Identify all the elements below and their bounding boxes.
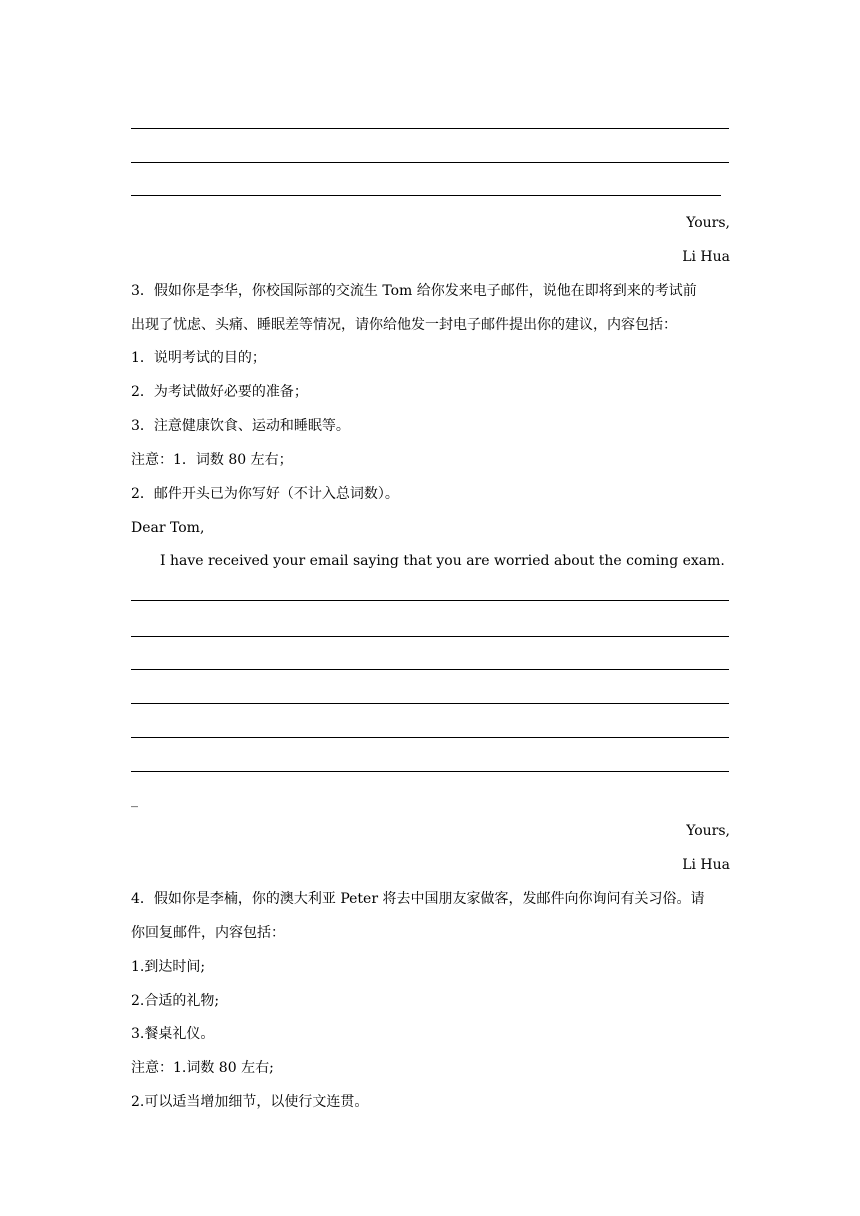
question-4-note-1: 注意：1.词数 80 左右; xyxy=(131,1060,274,1076)
closing-text: Yours, xyxy=(686,823,730,839)
answer-line xyxy=(131,195,721,196)
question-3-point-3: 3．注意健康饮食、运动和睡眠等。 xyxy=(131,418,350,434)
salutation: Dear Tom, xyxy=(131,520,205,536)
answer-line xyxy=(131,669,729,670)
question-3-point-1: 1．说明考试的目的； xyxy=(131,350,266,366)
signature-text: Li Hua xyxy=(682,249,730,265)
trailing-mark: _ xyxy=(131,792,138,808)
question-4-intro-line-2: 你回复邮件，内容包括： xyxy=(131,925,285,941)
question-3-intro-line-2: 出现了忧虑、头痛、睡眠差等情况，请你给他发一封电子邮件提出你的建议，内容包括： xyxy=(131,317,677,333)
question-4-point-1: 1.到达时间; xyxy=(131,959,206,975)
answer-line xyxy=(131,162,729,163)
question-3-note-1: 注意：1．词数 80 左右； xyxy=(131,452,293,468)
question-3-note-2: 2．邮件开头已为你写好（不计入总词数）。 xyxy=(131,486,399,502)
signature-text: Li Hua xyxy=(682,857,730,873)
question-3-intro-line-1: 3．假如你是李华，你校国际部的交流生 Tom 给你发来电子邮件，说他在即将到来的考试前 xyxy=(131,283,697,299)
question-4-intro-line-1: 4．假如你是李楠，你的澳大利亚 Peter 将去中国朋友家做客，发邮件向你询问有关习俗。请 xyxy=(131,891,705,907)
answer-line xyxy=(131,737,729,738)
answer-line xyxy=(131,771,729,772)
answer-line xyxy=(131,703,729,704)
question-4-point-2: 2.合适的礼物; xyxy=(131,993,220,1009)
answer-line xyxy=(131,600,729,601)
answer-line xyxy=(131,128,729,129)
question-4-note-2: 2.可以适当增加细节，以使行文连贯。 xyxy=(131,1094,369,1110)
question-3-point-2: 2．为考试做好必要的准备； xyxy=(131,384,308,400)
answer-line xyxy=(131,636,729,637)
letter-opening: I have received your email saying that you are worried about the coming exam. xyxy=(160,553,725,569)
closing-text: Yours, xyxy=(686,215,730,231)
question-4-point-3: 3.餐桌礼仪。 xyxy=(131,1026,215,1042)
